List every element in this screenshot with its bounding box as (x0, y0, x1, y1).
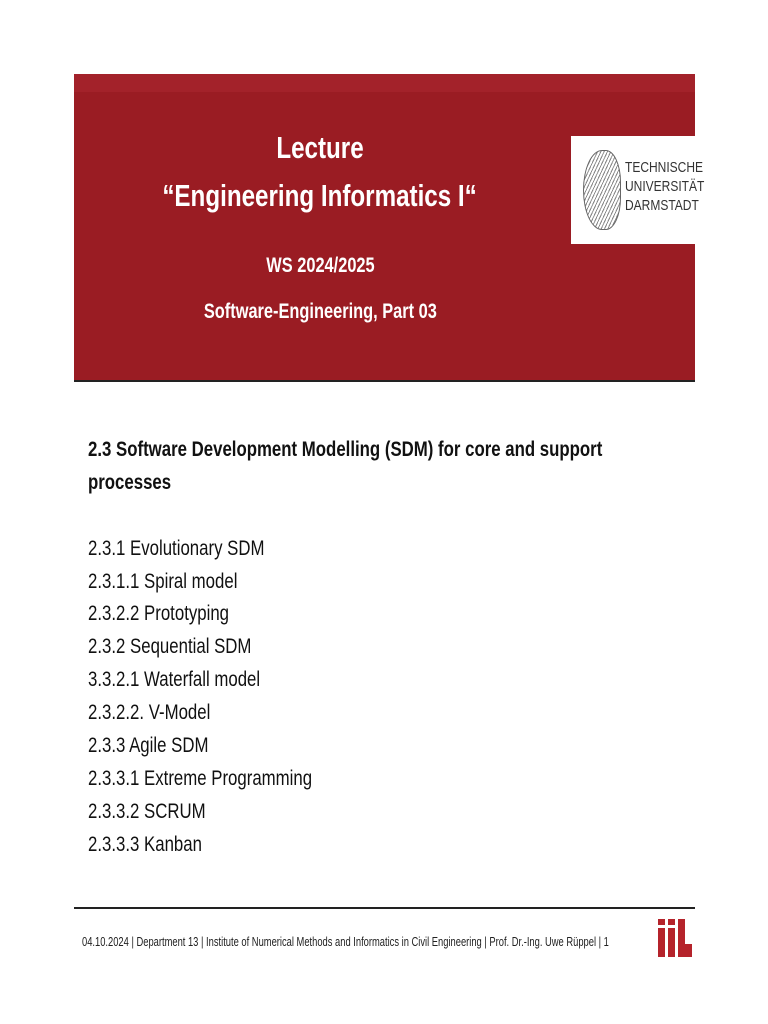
list-item: 2.3.3.1 Extreme Programming (88, 767, 313, 790)
list-item: 2.3.3.3 Kanban (88, 833, 202, 856)
list-item: 2.3.2.2. V-Model (88, 701, 211, 724)
list-item: 2.3.3.2 SCRUM (88, 800, 206, 823)
lecture-label: Lecture (276, 130, 364, 165)
banner-strip (74, 74, 695, 92)
athena-head-icon (583, 150, 621, 230)
list-item: 2.3.1.1 Spiral model (88, 570, 238, 593)
list-item: 2.3.1 Evolutionary SDM (88, 537, 265, 560)
course-title: “Engineering Informatics I“ (162, 178, 478, 213)
list-item: 3.3.2.1 Waterfall model (88, 668, 261, 691)
semester: WS 2024/2025 (265, 254, 375, 277)
logo-line: TECHNISCHE (625, 159, 704, 176)
title-banner (74, 74, 705, 382)
lecture-subtitle: Software-Engineering, Part 03 (203, 300, 437, 323)
logo-line: UNIVERSITÄT (625, 178, 705, 195)
footer-divider (74, 907, 695, 909)
list-item: 2.3.2 Sequential SDM (88, 635, 252, 658)
section-heading: 2.3 Software Development Modelling (SDM) for core and support (88, 438, 603, 461)
tu-darmstadt-logo (571, 136, 705, 244)
section-heading-cont: processes (88, 471, 172, 494)
list-item: 2.3.3 Agile SDM (88, 734, 209, 757)
list-item: 2.3.2.2 Prototyping (88, 602, 230, 625)
logo-line: DARMSTADT (625, 197, 699, 214)
iib-logo (657, 918, 693, 958)
footer-text: 04.10.2024 | Department 13 | Institute of Numerical Methods and Informatics in Civil Engineering | Prof. Dr.-Ing. Uwe Rüppel | 1 (82, 934, 609, 949)
